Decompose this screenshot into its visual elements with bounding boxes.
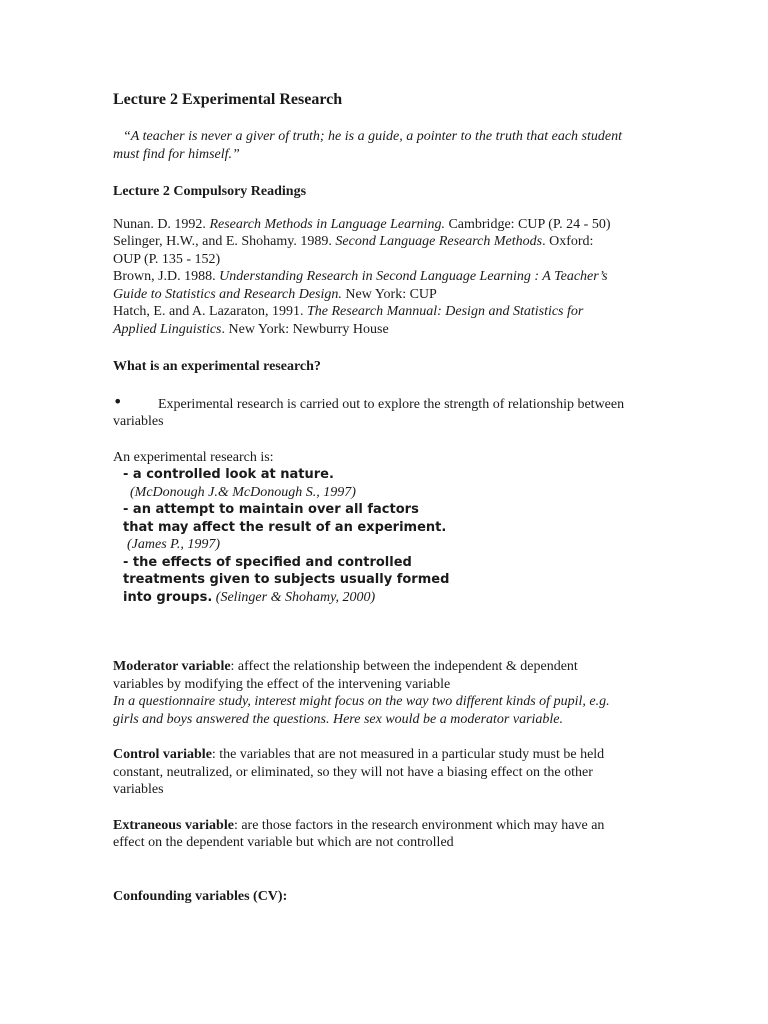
- moderator-variable: Moderator variable: affect the relationship between the independent & dependent variables by modifying the effect of the intervening variable In a questionnaire study, interest might focus on the way two different kinds of pupil, e.g. girls and boys answered the questions. Here sex would be a moderator variable.: [113, 658, 658, 728]
- reference-line: Nunan. D. 1992. Research Methods in Language Learning. Cambridge: CUP (P. 24 - 50): [113, 216, 611, 232]
- definition-item: - a controlled look at nature.: [123, 467, 334, 482]
- reference-line: Guide to Statistics and Research Design. New York: CUP: [113, 286, 437, 302]
- definition-item: into groups. (Selinger & Shohamy, 2000): [123, 589, 376, 605]
- definition-item: - the effects of specified and controlled: [123, 554, 412, 570]
- citation: (McDonough J.& McDonough S., 1997): [130, 484, 356, 500]
- reference-line: Hatch, E. and A. Lazaraton, 1991. The Research Mannual: Design and Statistics for: [113, 304, 584, 319]
- bullet-item: [113, 391, 658, 431]
- example: girls and boys answered the questions. Here sex would be a moderator variable.: [113, 711, 564, 727]
- reference-list: [113, 216, 658, 339]
- quote-line: “A teacher is never a giver of truth; he is a guide, a pointer to the truth that each student: [123, 129, 623, 144]
- bullet-icon: •: [113, 391, 123, 411]
- bullet-text: Experimental research is carried out to explore the strength of relationship between: [158, 396, 625, 412]
- confounding-heading: Confounding variables (CV):: [113, 888, 288, 904]
- term: Extraneous variable: [113, 817, 234, 833]
- definition-block: [113, 449, 658, 607]
- reference-line: Applied Linguistics. New York: Newburry House: [113, 321, 389, 337]
- definition-item: that may affect the result of an experiment.: [123, 519, 447, 535]
- lecture-title: Lecture 2 Experimental Research: [113, 91, 343, 108]
- control-variable: Control variable: the variables that are not measured in a particular study must be held constant, neutralized, or eliminated, so they will not have a biasing effect on the other variables: [113, 747, 605, 797]
- quote-line: must find for himself.”: [113, 146, 240, 162]
- extraneous-variable: Extraneous variable: are those factors in the research environment which may have an effect on the dependent variable but which are not controlled: [113, 817, 605, 850]
- reference-line: Brown, J.D. 1988. Understanding Research in Second Language Learning : A Teacher’s: [113, 269, 608, 284]
- example: In a questionnaire study, interest might focus on the way two different kinds of pupil, e.g.: [113, 694, 610, 709]
- document-page: [113, 90, 658, 905]
- citation: (James P., 1997): [127, 537, 221, 552]
- reference-line: Selinger, H.W., and E. Shohamy. 1989. Second Language Research Methods. Oxford:: [113, 234, 594, 249]
- what-is-heading: What is an experimental research?: [113, 359, 321, 374]
- term: Control variable: [113, 747, 212, 762]
- definition-item: - an attempt to maintain over all factors: [123, 502, 419, 517]
- term: Moderator variable: [113, 659, 231, 674]
- reference-line: OUP (P. 135 - 152): [113, 251, 221, 267]
- definition-intro: An experimental research is:: [113, 449, 274, 465]
- citation: (Selinger & Shohamy, 2000): [215, 589, 376, 605]
- opening-quote: [113, 128, 658, 163]
- bullet-text: variables: [113, 414, 164, 429]
- definition-item: treatments given to subjects usually formed: [123, 572, 450, 587]
- readings-heading: Lecture 2 Compulsory Readings: [113, 184, 307, 199]
